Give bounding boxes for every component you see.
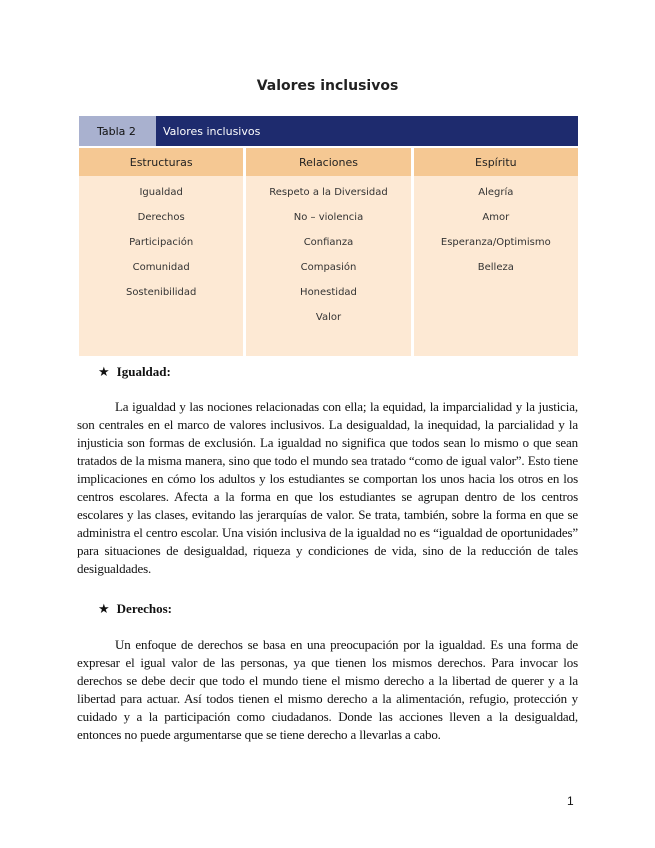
star-icon: ★ <box>98 365 110 380</box>
table-cell: Sostenibilidad <box>125 287 197 298</box>
table-cell: Valor <box>315 312 342 323</box>
table-cell: Participación <box>129 237 194 248</box>
table-cell: Compasión <box>300 262 357 273</box>
table-cell: Esperanza/Optimismo <box>440 237 551 248</box>
section-paragraph-derechos: Un enfoque de derechos se basa en una preocupación por la igualdad. Es una forma de expresar el igual valor de las personas, ya que tienen los mismos derechos. Para invocar los derechos se debe decir que todo el mundo tiene el mismo derecho a la libertad de querer y a la libertad para actuar. Así todos tienen el mismo derecho a la alimentación, refugio, protección y cuidado y a la participación como ciudadanos. Donde las acciones lleven a la desigualdad, entonces no puede argumentarse que se tiene derecho a llevarlas a cabo. <box>77 637 578 742</box>
section-heading-text: Derechos: <box>116 601 173 616</box>
table-cell: Confianza <box>303 237 354 248</box>
table-column-relaciones <box>246 148 410 356</box>
column-header: Estructuras <box>79 148 243 176</box>
values-table <box>79 116 578 356</box>
table-column-espiritu <box>414 148 578 356</box>
document-title: Valores inclusivos <box>256 78 399 94</box>
section-heading-derechos <box>98 601 172 617</box>
star-icon: ★ <box>98 602 110 617</box>
section-heading-text: Igualdad: <box>116 364 171 379</box>
table-cell: Comunidad <box>132 262 190 273</box>
table-column-estructuras <box>79 148 243 356</box>
section-paragraph-igualdad: La igualdad y las nociones relacionadas con ella; la equidad, la imparcialidad y la justicia, son centrales en el marco de valores inclusivos. La desigualdad, la inequidad, la parcialidad y la injusticia son formas de exclusión. La igualdad no significa que todos sean lo mismo o que sean tratados de la misma manera, sino que todo el mundo sea tratado “como de igual valor”. Esto tiene implicaciones en cómo los adultos y los estudiantes se comportan los unos hacia los otros en los centros escolares. Afecta a la forma en que los estudiantes se agrupan dentro de los centros escolares y las clases, evitando las jerarquías de valor. Se trata, también, sobre la forma en que se administra el centro escolar. Una visión inclusiva de la igualdad no es “igualdad de oportunidades” para situaciones de desigualdad, riqueza y condiciones de vida, sino de la reducción de tales desigualdades. <box>77 399 578 576</box>
table-caption: Valores inclusivos <box>163 124 261 138</box>
table-cell: Igualdad <box>139 187 183 198</box>
table-cell: Respeto a la Diversidad <box>269 187 388 198</box>
column-header: Espíritu <box>414 148 578 176</box>
table-cell: Honestidad <box>300 287 357 298</box>
table-cell: Amor <box>482 212 510 223</box>
column-header: Relaciones <box>246 148 410 176</box>
table-header-bar <box>79 116 578 146</box>
table-cell: Belleza <box>477 262 514 273</box>
section-heading-igualdad <box>98 364 171 380</box>
table-cell: No – violencia <box>293 212 364 223</box>
page-number: 1 <box>567 794 574 808</box>
table-cell: Alegría <box>478 187 514 198</box>
table-label: Tabla 2 <box>79 116 156 146</box>
table-cell: Derechos <box>137 212 185 223</box>
